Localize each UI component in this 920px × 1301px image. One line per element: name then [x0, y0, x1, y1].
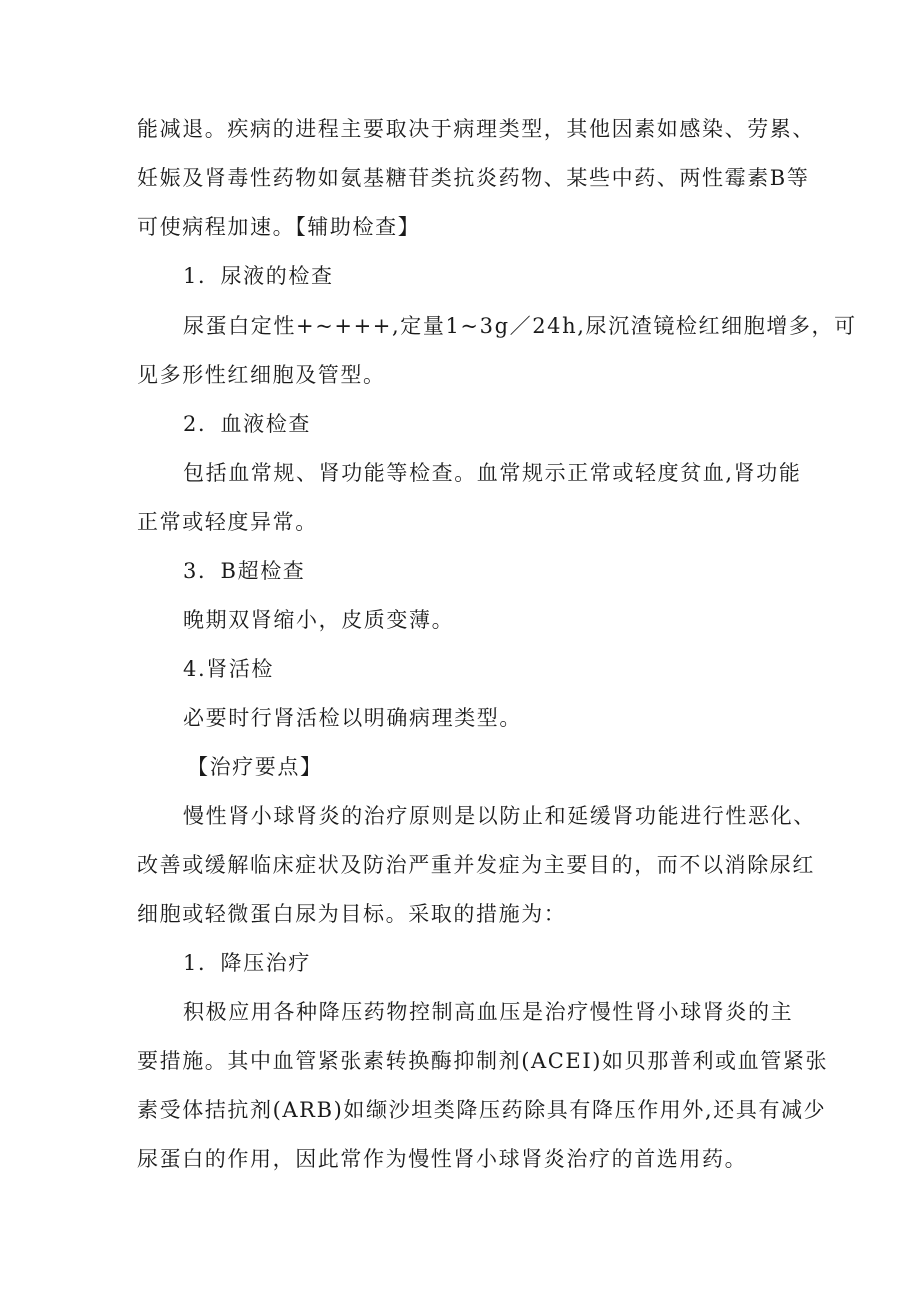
treatment-text-line-1: 慢性肾小球肾炎的治疗原则是以防止和延缓肾功能进行性恶化、: [183, 804, 816, 828]
treatment-heading: 【治疗要点】: [187, 755, 323, 779]
exam2-text-line-2: 正常或轻度异常。: [137, 510, 318, 534]
treat1-text-line-2: 要措施。其中血管紧张素转换酶抑制剂(ACEI)如贝那普利或血管紧张: [137, 1049, 829, 1073]
intro-line-3: 可使病程加速。【辅助检查】: [137, 215, 421, 239]
intro-line-2: 妊娠及肾毒性药物如氨基糖苷类抗炎药物、某些中药、两性霉素B等: [137, 166, 810, 190]
exam3-heading: 3．B超检查: [183, 559, 306, 583]
treat1-heading: 1．降压治疗: [183, 951, 311, 975]
exam4-text: 必要时行肾活检以明确病理类型。: [183, 706, 522, 730]
treat1-text-line-1: 积极应用各种降压药物控制高血压是治疗慢性肾小球肾炎的主: [183, 1000, 794, 1024]
exam1-text-line-1: 尿蛋白定性+~+++,定量1~3g／24h,尿沉渣镜检红细胞增多，可: [183, 314, 857, 338]
exam4-heading: 4.肾活检: [183, 657, 275, 681]
exam1-text-line-2: 见多形性红细胞及管型。: [137, 363, 386, 387]
exam2-heading: 2．血液检查: [183, 412, 311, 436]
treatment-text-line-2: 改善或缓解临床症状及防治严重并发症为主要目的，而不以消除尿红: [137, 853, 815, 877]
treat1-text-line-4: 尿蛋白的作用，因此常作为慢性肾小球肾炎治疗的首选用药。: [137, 1147, 748, 1171]
exam2-text-line-1: 包括血常规、肾功能等检查。血常规示正常或轻度贫血,肾功能: [183, 461, 802, 485]
treat1-text-line-3: 素受体拮抗剂(ARB)如缬沙坦类降压药除具有降压作用外,还具有减少: [137, 1098, 827, 1122]
exam1-heading: 1．尿液的检查: [183, 264, 334, 288]
treatment-text-line-3: 细胞或轻微蛋白尿为目标。采取的措施为：: [137, 902, 567, 926]
intro-line-1: 能减退。疾病的进程主要取决于病理类型，其他因素如感染、劳累、: [137, 117, 815, 141]
exam3-text: 晚期双肾缩小，皮质变薄。: [183, 608, 455, 632]
